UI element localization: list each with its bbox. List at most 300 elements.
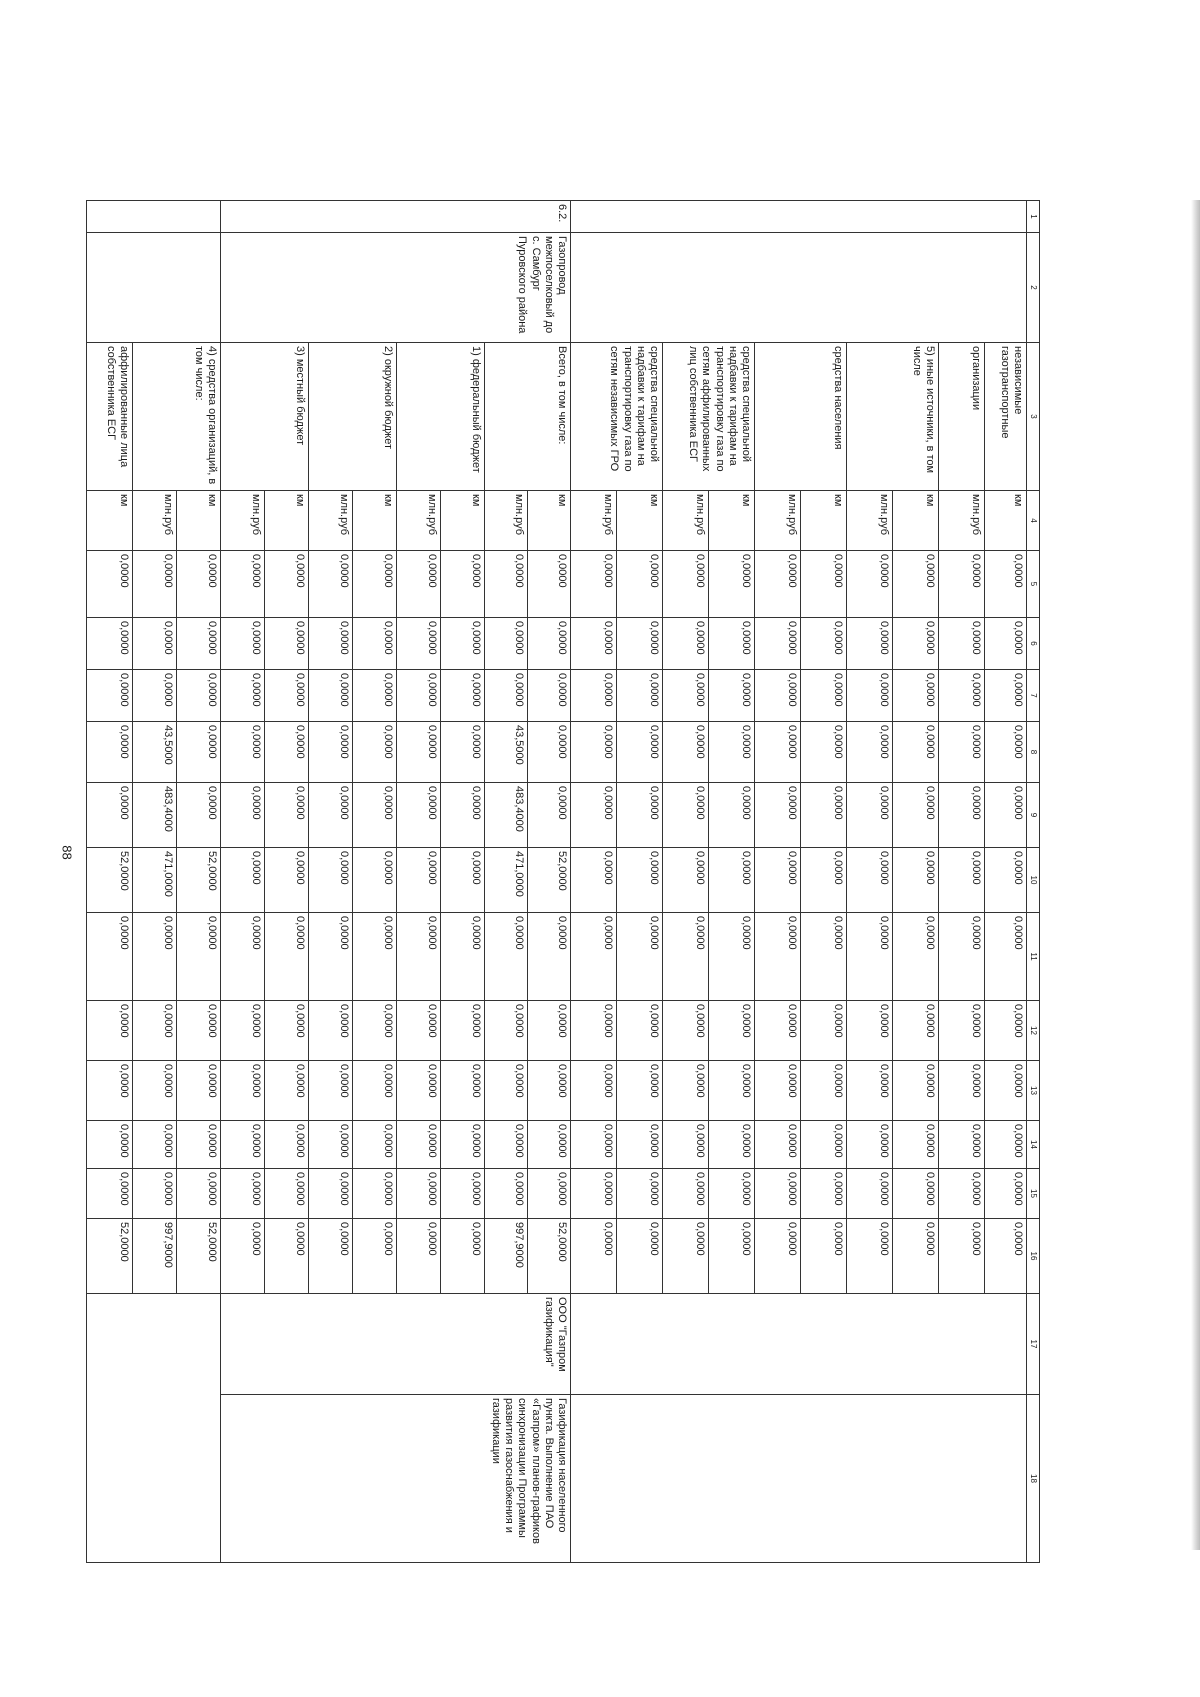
row-value: 0,0000: [353, 783, 397, 848]
row-value: 0,0000: [485, 670, 528, 722]
row-value: 0,0000: [893, 722, 939, 783]
row-value: 0,0000: [755, 1061, 801, 1121]
row-value: 0,0000: [893, 1219, 939, 1294]
row-value: 0,0000: [309, 783, 353, 848]
section-executor: ООО "Газпром газификация": [221, 1294, 571, 1395]
row-value: 0,0000: [847, 783, 893, 848]
row-unit: млн.руб: [847, 491, 893, 551]
row-value: 0,0000: [528, 722, 571, 783]
row-value: 0,0000: [177, 913, 221, 1001]
row-value: 0,0000: [441, 783, 485, 848]
row-unit: км: [87, 491, 133, 551]
row-value: 0,0000: [265, 618, 309, 670]
row-value: 0,0000: [663, 551, 709, 618]
row-value: 483,4000: [133, 783, 177, 848]
row-value: 0,0000: [801, 1121, 847, 1169]
column-number-header: 2: [1027, 233, 1040, 343]
row-value: 0,0000: [985, 670, 1027, 722]
row-value: 0,0000: [893, 1001, 939, 1061]
row-value: 0,0000: [177, 1001, 221, 1061]
row-value: 0,0000: [221, 551, 265, 618]
row-value: 0,0000: [528, 551, 571, 618]
row-value: 0,0000: [265, 670, 309, 722]
row-value: 483,4000: [485, 783, 528, 848]
row-value: 0,0000: [847, 1169, 893, 1219]
row-value: 0,0000: [755, 913, 801, 1001]
row-value: 0,0000: [709, 848, 755, 913]
row-value: 0,0000: [939, 551, 985, 618]
column-number-header: 6: [1027, 618, 1040, 670]
row-value: 0,0000: [485, 1169, 528, 1219]
row-unit: км: [985, 491, 1027, 551]
row-value: 0,0000: [801, 1169, 847, 1219]
row-value: 0,0000: [893, 1121, 939, 1169]
row-value: 0,0000: [801, 848, 847, 913]
row-value: 0,0000: [265, 551, 309, 618]
row-value: 0,0000: [397, 722, 441, 783]
row-value: 0,0000: [617, 722, 663, 783]
column-number-header: 4: [1027, 491, 1040, 551]
row-unit: млн.руб: [571, 491, 617, 551]
row-label: независимые газотранспортные: [985, 343, 1027, 491]
table-viewport: [104, 200, 1040, 1562]
scan-edge-shadow: [1191, 200, 1200, 1550]
row-value: 0,0000: [87, 783, 133, 848]
row-value: 0,0000: [939, 670, 985, 722]
row-value: 0,0000: [571, 783, 617, 848]
row-value: 0,0000: [397, 1121, 441, 1169]
row-value: 0,0000: [617, 1169, 663, 1219]
column-number-header: 5: [1027, 551, 1040, 618]
row-value: 0,0000: [177, 618, 221, 670]
row-value: 0,0000: [309, 1219, 353, 1294]
row-label: 1) федеральный бюджет: [397, 343, 485, 491]
row-value: 52,0000: [528, 848, 571, 913]
table-row: [528, 201, 571, 1563]
row-value: 0,0000: [441, 1001, 485, 1061]
row-label: Всего, в том числе:: [485, 343, 571, 491]
row-value: 0,0000: [528, 1061, 571, 1121]
row-value: 0,0000: [133, 1169, 177, 1219]
row-value: 0,0000: [221, 1061, 265, 1121]
row-value: 0,0000: [177, 722, 221, 783]
column-number-header: 13: [1027, 1061, 1040, 1121]
row-value: 0,0000: [397, 551, 441, 618]
row-value: 0,0000: [755, 1001, 801, 1061]
row-value: 0,0000: [133, 551, 177, 618]
row-value: 0,0000: [87, 670, 133, 722]
row-value: 0,0000: [528, 1121, 571, 1169]
row-value: 0,0000: [985, 848, 1027, 913]
row-unit: км: [617, 491, 663, 551]
row-label: 4) средства организаций, в том числе:: [133, 343, 221, 491]
row-value: 0,0000: [617, 848, 663, 913]
row-value: 0,0000: [265, 1219, 309, 1294]
row-unit: млн.руб: [755, 491, 801, 551]
row-unit: млн.руб: [397, 491, 441, 551]
row-unit: км: [177, 491, 221, 551]
row-label: организации: [939, 343, 985, 491]
row-value: 0,0000: [617, 1061, 663, 1121]
row-value: 0,0000: [847, 1121, 893, 1169]
row-value: 0,0000: [663, 1219, 709, 1294]
row-label: аффилированные лица собственника ЕСГ: [87, 343, 133, 491]
row-value: 0,0000: [177, 1169, 221, 1219]
row-value: 0,0000: [441, 1219, 485, 1294]
row-value: 0,0000: [309, 618, 353, 670]
row-value: 0,0000: [985, 551, 1027, 618]
row-value: 43,5000: [133, 722, 177, 783]
row-value: 0,0000: [397, 1169, 441, 1219]
row-value: 0,0000: [265, 1169, 309, 1219]
row-value: 0,0000: [485, 1001, 528, 1061]
row-value: 0,0000: [939, 1219, 985, 1294]
row-unit: км: [265, 491, 309, 551]
row-value: 0,0000: [617, 1219, 663, 1294]
row-value: 0,0000: [709, 722, 755, 783]
row-value: 0,0000: [985, 1001, 1027, 1061]
row-value: 0,0000: [755, 1169, 801, 1219]
row-value: 0,0000: [353, 1001, 397, 1061]
row-label: 5) иные источники, в том числе: [847, 343, 939, 491]
row-value: 0,0000: [87, 551, 133, 618]
table-body: [87, 201, 1027, 1563]
row-label: 2) окружной бюджет: [309, 343, 397, 491]
row-value: 0,0000: [397, 913, 441, 1001]
row-value: 0,0000: [939, 618, 985, 670]
row-value: 0,0000: [847, 551, 893, 618]
row-value: 0,0000: [709, 913, 755, 1001]
row-value: 0,0000: [528, 1001, 571, 1061]
section-name: Газопровод межпоселковый до с. Самбург Пуровского района: [221, 233, 571, 343]
row-value: 0,0000: [265, 1121, 309, 1169]
row-unit: млн.руб: [309, 491, 353, 551]
row-value: 0,0000: [309, 551, 353, 618]
row-value: 0,0000: [353, 848, 397, 913]
column-number-header: 1: [1027, 201, 1040, 233]
column-number-header: 14: [1027, 1121, 1040, 1169]
row-value: 0,0000: [709, 1001, 755, 1061]
row-value: 0,0000: [221, 1001, 265, 1061]
row-value: 0,0000: [801, 1061, 847, 1121]
row-value: 0,0000: [571, 1219, 617, 1294]
row-value: 471,0000: [485, 848, 528, 913]
row-value: 0,0000: [133, 1121, 177, 1169]
row-unit: км: [709, 491, 755, 551]
row-value: 0,0000: [133, 1001, 177, 1061]
row-value: 0,0000: [571, 618, 617, 670]
table-row: [985, 201, 1027, 1563]
row-value: 0,0000: [571, 670, 617, 722]
row-value: 0,0000: [221, 783, 265, 848]
row-unit: млн.руб: [485, 491, 528, 551]
row-value: 0,0000: [801, 551, 847, 618]
row-value: 0,0000: [177, 1061, 221, 1121]
row-value: 0,0000: [939, 1061, 985, 1121]
row-value: 0,0000: [847, 1001, 893, 1061]
row-value: 52,0000: [177, 848, 221, 913]
row-value: 0,0000: [485, 551, 528, 618]
row-value: 0,0000: [265, 1001, 309, 1061]
row-value: 0,0000: [309, 1121, 353, 1169]
row-value: 0,0000: [528, 670, 571, 722]
row-value: 0,0000: [133, 670, 177, 722]
row-value: 0,0000: [528, 913, 571, 1001]
row-value: 0,0000: [893, 783, 939, 848]
row-value: 0,0000: [985, 913, 1027, 1001]
row-unit: млн.руб: [663, 491, 709, 551]
row-value: 0,0000: [617, 670, 663, 722]
row-label: средства специальной надбавки к тарифам на транспортировку газа по сетям независимых ГРО: [571, 343, 663, 491]
row-value: 0,0000: [617, 618, 663, 670]
row-value: 0,0000: [893, 618, 939, 670]
row-unit: млн.руб: [939, 491, 985, 551]
column-number-header: 17: [1027, 1294, 1040, 1395]
row-value: 0,0000: [663, 1061, 709, 1121]
row-value: 0,0000: [309, 913, 353, 1001]
row-value: 0,0000: [663, 913, 709, 1001]
row-value: 0,0000: [177, 783, 221, 848]
row-value: 0,0000: [221, 1121, 265, 1169]
row-value: 0,0000: [847, 1061, 893, 1121]
row-value: 0,0000: [755, 848, 801, 913]
row-value: 0,0000: [571, 913, 617, 1001]
row-value: 0,0000: [265, 913, 309, 1001]
row-value: 0,0000: [571, 551, 617, 618]
row-value: 0,0000: [353, 618, 397, 670]
row-value: 0,0000: [939, 1121, 985, 1169]
row-value: 0,0000: [397, 1001, 441, 1061]
row-value: 0,0000: [939, 1001, 985, 1061]
row-value: 0,0000: [663, 670, 709, 722]
column-number-header: 9: [1027, 783, 1040, 848]
col-17-18-blank: [87, 1294, 221, 1563]
col-1-blank: [87, 201, 221, 233]
row-value: 0,0000: [221, 670, 265, 722]
row-value: 0,0000: [309, 848, 353, 913]
row-value: 0,0000: [397, 848, 441, 913]
row-value: 0,0000: [571, 1121, 617, 1169]
column-number-header: 10: [1027, 848, 1040, 913]
column-number-header: 8: [1027, 722, 1040, 783]
row-value: 0,0000: [985, 1169, 1027, 1219]
row-label: средства специальной надбавки к тарифам на транспортировку газа по сетям аффилированных лиц собственника ЕСГ: [663, 343, 755, 491]
row-unit: млн.руб: [133, 491, 177, 551]
row-unit: км: [801, 491, 847, 551]
row-value: 0,0000: [617, 1001, 663, 1061]
row-value: 0,0000: [353, 913, 397, 1001]
row-value: 0,0000: [353, 1219, 397, 1294]
col-2-blank: [571, 233, 1027, 343]
row-value: 0,0000: [133, 618, 177, 670]
row-value: 0,0000: [801, 783, 847, 848]
row-value: 0,0000: [397, 670, 441, 722]
row-value: 0,0000: [221, 913, 265, 1001]
table-row: [177, 201, 221, 1563]
row-value: 0,0000: [709, 1169, 755, 1219]
row-value: 0,0000: [985, 1121, 1027, 1169]
row-value: 0,0000: [353, 722, 397, 783]
row-value: 0,0000: [528, 1169, 571, 1219]
page-number: 88: [59, 845, 75, 860]
col-1-blank: [571, 201, 1027, 233]
column-number-header: 12: [1027, 1001, 1040, 1061]
row-value: 0,0000: [617, 551, 663, 618]
row-value: 0,0000: [353, 1121, 397, 1169]
row-value: 0,0000: [571, 848, 617, 913]
row-value: 43,5000: [485, 722, 528, 783]
column-number-header: 3: [1027, 343, 1040, 491]
row-value: 0,0000: [893, 913, 939, 1001]
row-value: 0,0000: [709, 783, 755, 848]
row-value: 0,0000: [265, 722, 309, 783]
row-value: 52,0000: [87, 1219, 133, 1294]
row-value: 0,0000: [87, 722, 133, 783]
row-value: 0,0000: [177, 1121, 221, 1169]
row-value: 0,0000: [353, 670, 397, 722]
row-value: 0,0000: [985, 1061, 1027, 1121]
row-value: 0,0000: [893, 848, 939, 913]
column-number-header: 18: [1027, 1395, 1040, 1563]
row-value: 0,0000: [709, 1219, 755, 1294]
row-value: 0,0000: [939, 722, 985, 783]
row-value: 0,0000: [221, 848, 265, 913]
row-label: 3) местный бюджет: [221, 343, 309, 491]
row-value: 0,0000: [617, 1121, 663, 1169]
investment-table: [86, 200, 1040, 1563]
row-value: 0,0000: [177, 551, 221, 618]
row-value: 0,0000: [265, 1061, 309, 1121]
row-value: 471,0000: [133, 848, 177, 913]
row-value: 0,0000: [265, 848, 309, 913]
row-value: 0,0000: [528, 618, 571, 670]
row-value: 0,0000: [221, 722, 265, 783]
row-value: 0,0000: [847, 722, 893, 783]
row-value: 0,0000: [801, 670, 847, 722]
row-value: 0,0000: [663, 1169, 709, 1219]
section-purpose: Газификация населенного пункта. Выполнение ПАО «Газпром» планов-графиков синхронизации Программы развития газоснабжения и газификации: [221, 1395, 571, 1563]
row-value: 0,0000: [663, 848, 709, 913]
rotated-table-wrapper: [104, 200, 1040, 1562]
row-value: 0,0000: [663, 1001, 709, 1061]
row-value: 0,0000: [133, 913, 177, 1001]
header-row: [1027, 201, 1040, 1563]
row-value: 0,0000: [441, 1169, 485, 1219]
row-value: 52,0000: [528, 1219, 571, 1294]
column-number-header: 7: [1027, 670, 1040, 722]
row-value: 0,0000: [265, 783, 309, 848]
row-value: 0,0000: [397, 1061, 441, 1121]
row-value: 0,0000: [755, 722, 801, 783]
row-value: 0,0000: [617, 783, 663, 848]
row-value: 0,0000: [847, 1219, 893, 1294]
row-value: 0,0000: [571, 1061, 617, 1121]
row-value: 0,0000: [801, 722, 847, 783]
row-value: 0,0000: [755, 1219, 801, 1294]
row-value: 0,0000: [663, 1121, 709, 1169]
row-value: 0,0000: [441, 1121, 485, 1169]
row-value: 0,0000: [755, 618, 801, 670]
section-number: 6.2.: [221, 201, 571, 233]
row-value: 0,0000: [985, 722, 1027, 783]
row-value: 0,0000: [571, 1001, 617, 1061]
column-number-header: 16: [1027, 1219, 1040, 1294]
row-value: 0,0000: [441, 913, 485, 1001]
row-unit: км: [353, 491, 397, 551]
row-value: 0,0000: [893, 551, 939, 618]
row-value: 0,0000: [663, 618, 709, 670]
row-value: 0,0000: [87, 1001, 133, 1061]
row-value: 0,0000: [485, 1061, 528, 1121]
row-value: 0,0000: [485, 618, 528, 670]
row-unit: км: [528, 491, 571, 551]
row-unit: км: [893, 491, 939, 551]
row-unit: км: [441, 491, 485, 551]
row-value: 0,0000: [441, 551, 485, 618]
row-value: 0,0000: [441, 1061, 485, 1121]
row-value: 0,0000: [353, 1061, 397, 1121]
row-value: 0,0000: [309, 1001, 353, 1061]
col-2-blank: [87, 233, 221, 343]
row-value: 0,0000: [309, 1061, 353, 1121]
row-value: 0,0000: [87, 618, 133, 670]
row-value: 0,0000: [397, 1219, 441, 1294]
row-value: 0,0000: [221, 618, 265, 670]
row-value: 0,0000: [397, 783, 441, 848]
row-value: 0,0000: [755, 551, 801, 618]
row-value: 0,0000: [528, 783, 571, 848]
row-value: 0,0000: [353, 1169, 397, 1219]
row-value: 0,0000: [939, 783, 985, 848]
row-value: 0,0000: [485, 913, 528, 1001]
row-value: 0,0000: [221, 1219, 265, 1294]
row-label: средства населения: [755, 343, 847, 491]
col-18-blank: [571, 1395, 1027, 1563]
row-value: 0,0000: [397, 618, 441, 670]
row-value: 52,0000: [177, 1219, 221, 1294]
row-value: 997,9000: [485, 1219, 528, 1294]
row-value: 0,0000: [801, 1001, 847, 1061]
row-value: 0,0000: [87, 1121, 133, 1169]
row-value: 0,0000: [893, 1061, 939, 1121]
column-number-header: 11: [1027, 913, 1040, 1001]
row-value: 0,0000: [985, 783, 1027, 848]
row-value: 0,0000: [663, 783, 709, 848]
row-value: 0,0000: [939, 913, 985, 1001]
row-value: 0,0000: [847, 618, 893, 670]
row-value: 0,0000: [353, 551, 397, 618]
row-value: 0,0000: [985, 618, 1027, 670]
row-value: 0,0000: [893, 670, 939, 722]
row-value: 0,0000: [709, 551, 755, 618]
row-value: 0,0000: [801, 618, 847, 670]
row-value: 0,0000: [221, 1169, 265, 1219]
row-value: 0,0000: [571, 1169, 617, 1219]
row-value: 0,0000: [847, 913, 893, 1001]
row-value: 0,0000: [133, 1061, 177, 1121]
row-value: 0,0000: [709, 1061, 755, 1121]
row-value: 0,0000: [847, 670, 893, 722]
row-value: 0,0000: [755, 670, 801, 722]
row-value: 0,0000: [755, 783, 801, 848]
row-value: 0,0000: [571, 722, 617, 783]
row-value: 0,0000: [617, 913, 663, 1001]
row-value: 0,0000: [709, 1121, 755, 1169]
row-value: 0,0000: [755, 1121, 801, 1169]
row-unit: млн.руб: [221, 491, 265, 551]
row-value: 0,0000: [847, 848, 893, 913]
row-value: 0,0000: [87, 1061, 133, 1121]
